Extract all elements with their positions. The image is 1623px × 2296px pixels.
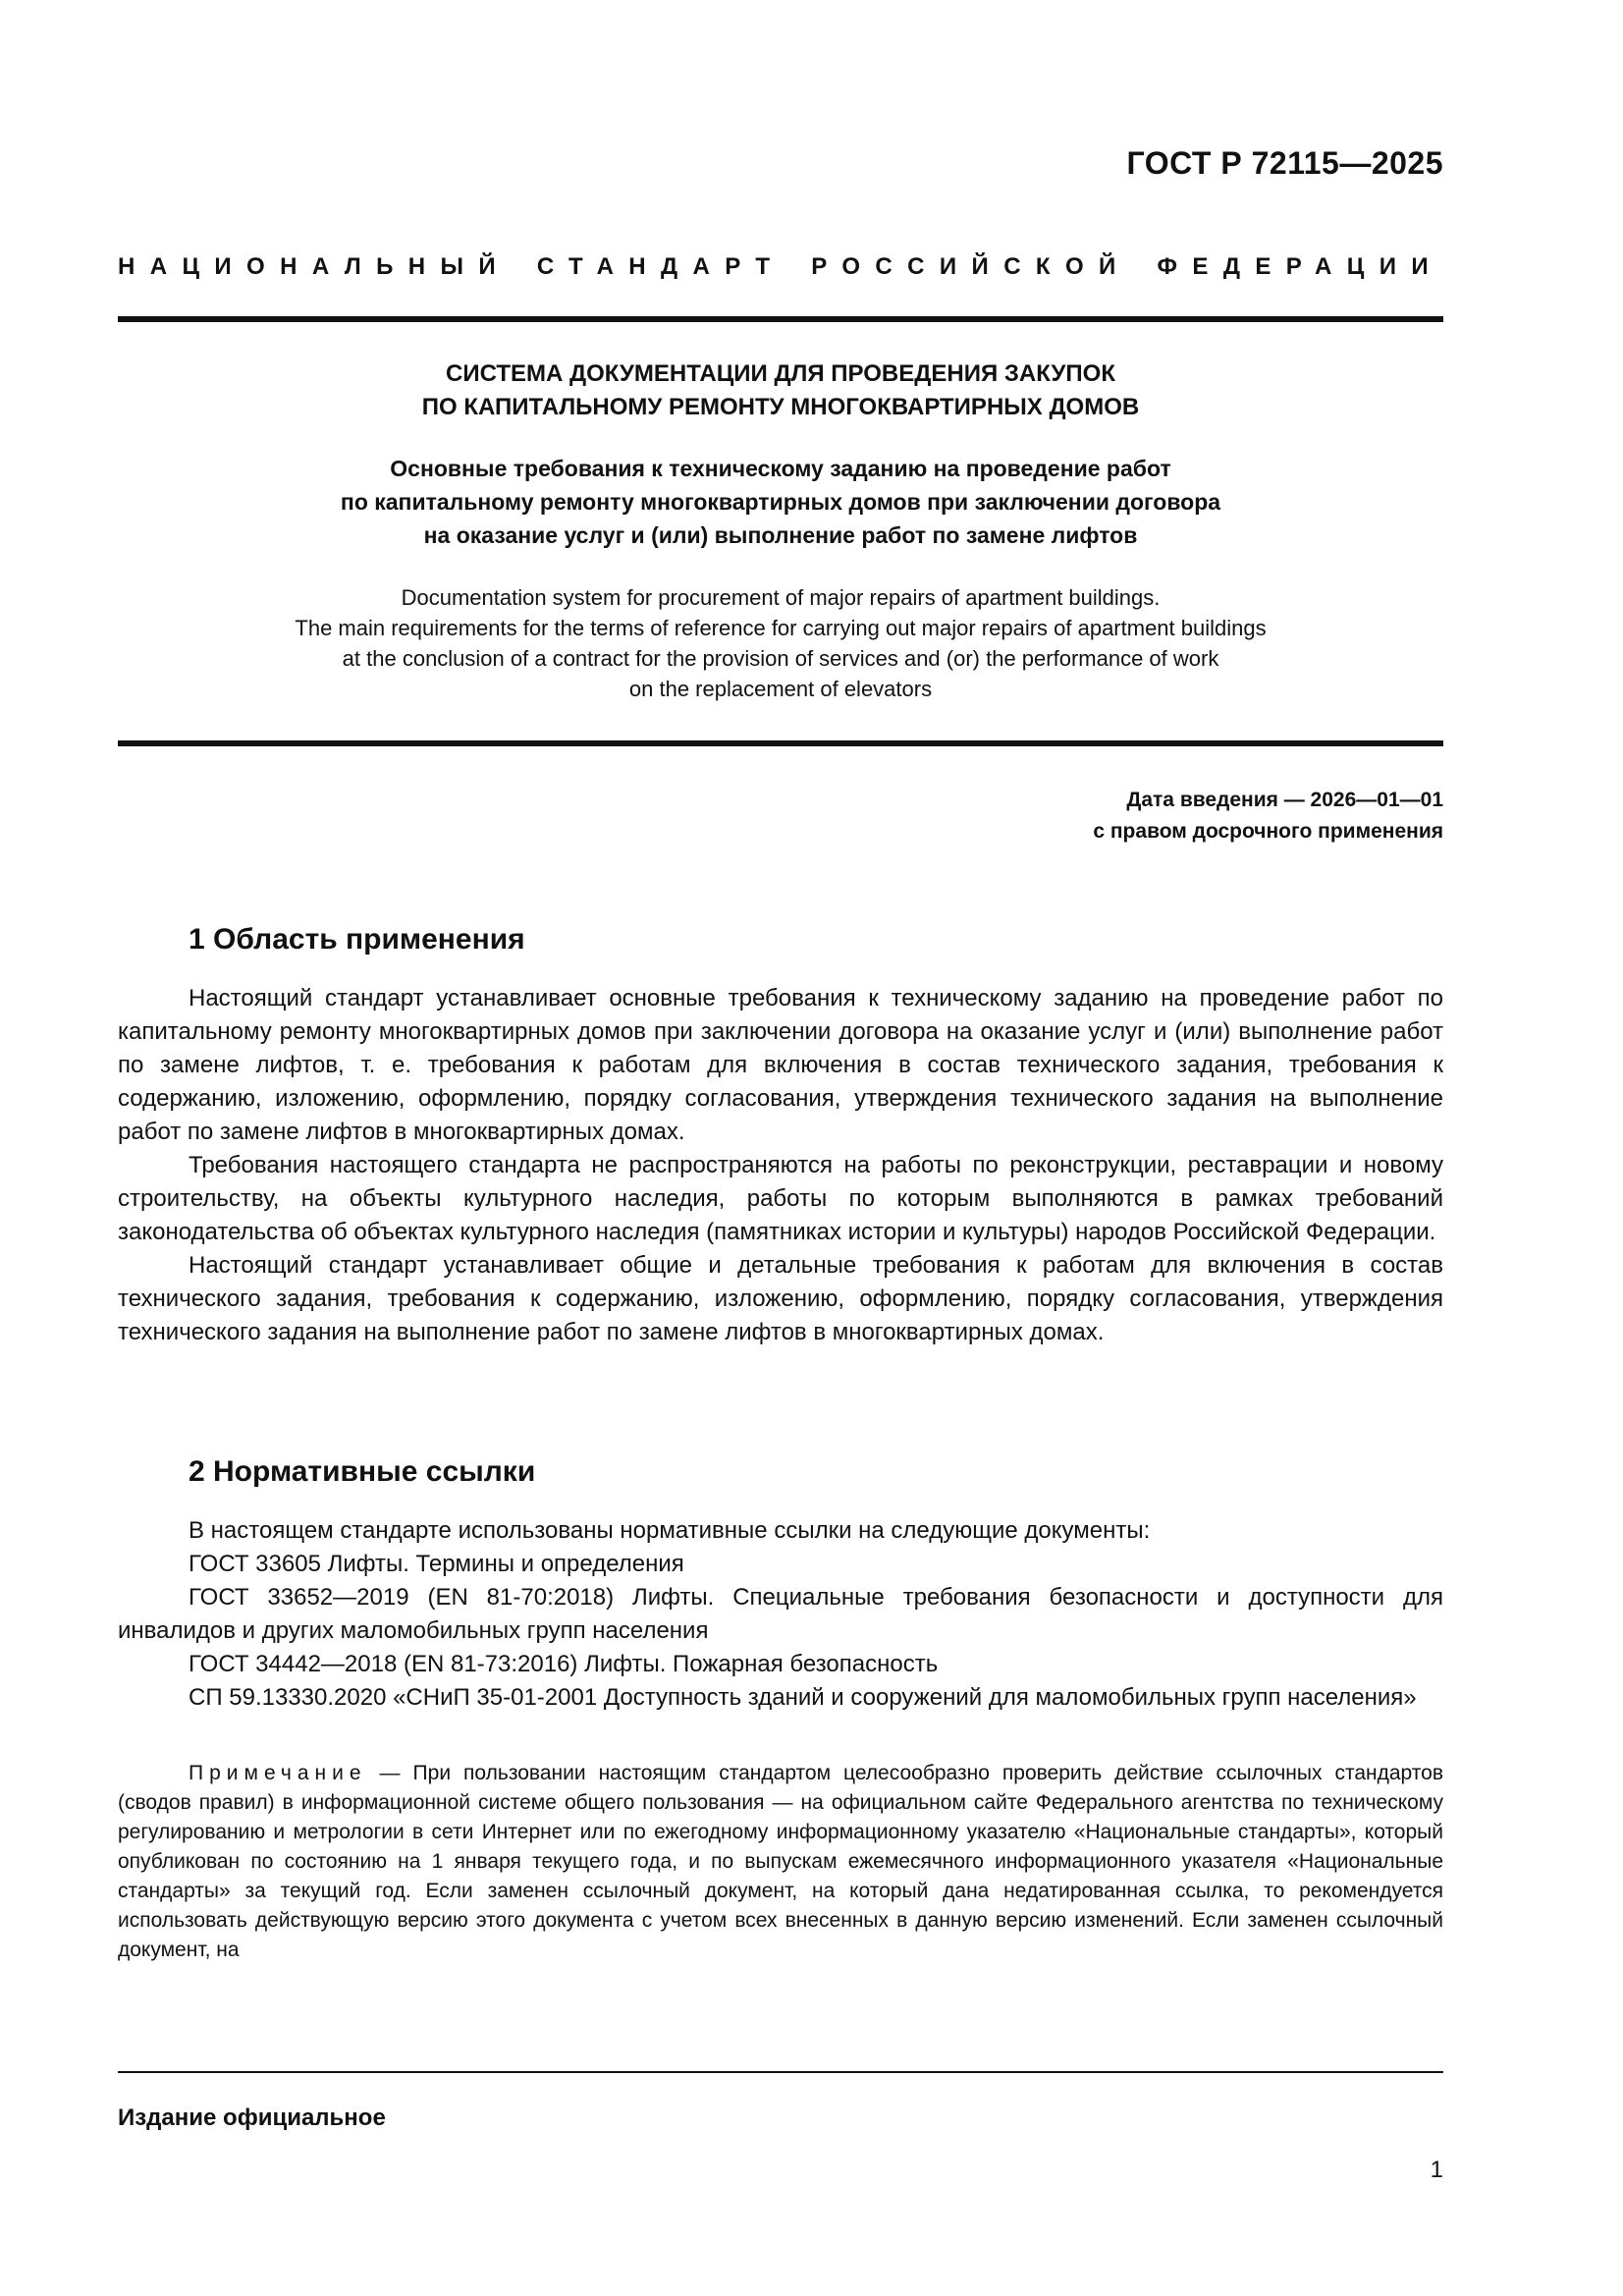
page-number: 1 (1430, 2157, 1443, 2183)
footer-divider (118, 2071, 1443, 2073)
english-title-line: at the conclusion of a contract for the provision of services and (or) the performance of work (342, 646, 1219, 671)
document-id: ГОСТ Р 72115—2025 (1126, 145, 1443, 181)
top-divider (118, 316, 1443, 322)
document-page (118, 0, 1443, 2296)
early-application-line: с правом досрочного применения (1093, 820, 1443, 843)
english-title-line: The main requirements for the terms of reference for carrying out major repairs of apartment buildings (295, 616, 1267, 640)
note (118, 1759, 1443, 1965)
paragraph: Настоящий стандарт устанавливает основные требования к техническому заданию на проведение работ по капитальному ремонту многоквартирных домов при заключении договора на оказание услуг и (или) выполнение работ по замене лифтов, т. е. требования к работам для включения в состав технического задания, требования к содержанию, изложению, оформлению, порядку согласования, утверждения технического задания на выполнение работ по замене лифтов в многоквартирных домах. (118, 985, 1443, 1145)
note-text: — При пользовании настоящим стандартом целесообразно проверить действие ссылочных стандартов (сводов правил) в информационной системе общего пользования — на официальном сайте Федерального агентства по техническому регулированию и метрологии в сети Интернет или по ежегодному информационному указателю «Национальные стандарты», который опубликован по состоянию на 1 января текущего года, и по выпускам ежемесячного информационного указателя «Национальные стандарты» за текущий год. Если заменен ссылочный документ, на который дана недатированная ссылка, то рекомендуется использовать действующую версию этого документа с учетом всех внесенных в данную версию изменений. Если заменен ссылочный документ, на (118, 1762, 1443, 1961)
section-references-body (118, 1514, 1443, 1715)
national-standard-banner (118, 253, 1443, 281)
introduction-date-line: Дата введения — 2026—01—01 (1126, 789, 1443, 811)
note-label: Примечание (189, 1762, 367, 1784)
official-edition-label: Издание официальное (118, 2105, 386, 2131)
reference-item: ГОСТ 33605 Лифты. Термины и определения (189, 1551, 684, 1577)
section-heading-scope: 1 Область применения (189, 923, 525, 956)
english-title-line: Documentation system for procurement of major repairs of apartment buildings. (401, 585, 1161, 610)
reference-item: ГОСТ 33652—2019 (EN 81-70:2018) Лифты. Специальные требования безопасности и доступности для инвалидов и других маломобильных групп населения (118, 1584, 1443, 1644)
reference-item: ГОСТ 34442—2018 (EN 81-73:2016) Лифты. Пожарная безопасность (189, 1651, 939, 1677)
english-title-line: on the replacement of elevators (628, 677, 933, 701)
main-title (118, 357, 1443, 424)
subtitle-line: по капитальному ремонту многоквартирных домов при заключении договора (340, 489, 1221, 515)
subtitle-line: Основные требования к техническому заданию на проведение работ (390, 456, 1171, 481)
subtitle-line: на оказание услуг и (или) выполнение работ по замене лифтов (423, 522, 1138, 548)
reference-item: СП 59.13330.2020 «СНиП 35-01-2001 Доступность зданий и сооружений для маломобильных групп населения» (189, 1684, 1417, 1711)
paragraph: Требования настоящего стандарта не распространяются на работы по реконструкции, реставрации и новому строительству, на объекты культурного наследия, работы по которым выполняются в рамках требований законодательства об объектах культурного наследия (памятниках истории и культуры) народов Российской Федерации. (118, 1152, 1443, 1245)
national-standard-text: НАЦИОНАЛЬНЫЙ СТАНДАРТ РОССИЙСКОЙ ФЕДЕРАЦИИ (118, 253, 1443, 280)
paragraph: В настоящем стандарте использованы нормативные ссылки на следующие документы: (189, 1517, 1151, 1544)
section-scope-body (118, 982, 1443, 1349)
subtitle (118, 452, 1443, 552)
title-divider (118, 740, 1443, 746)
paragraph: Настоящий стандарт устанавливает общие и детальные требования к работам для включения в состав технического задания, требования к содержанию, изложению, оформлению, порядку согласования, утверждения технического задания на выполнение работ по замене лифтов в многоквартирных домах. (118, 1252, 1443, 1345)
main-title-line: СИСТЕМА ДОКУМЕНТАЦИИ ДЛЯ ПРОВЕДЕНИЯ ЗАКУПОК (446, 360, 1115, 387)
main-title-line: ПО КАПИТАЛЬНОМУ РЕМОНТУ МНОГОКВАРТИРНЫХ ДОМОВ (421, 394, 1140, 420)
section-heading-normative-references: 2 Нормативные ссылки (189, 1455, 536, 1488)
english-title (118, 582, 1443, 704)
introduction-date (1093, 785, 1443, 847)
